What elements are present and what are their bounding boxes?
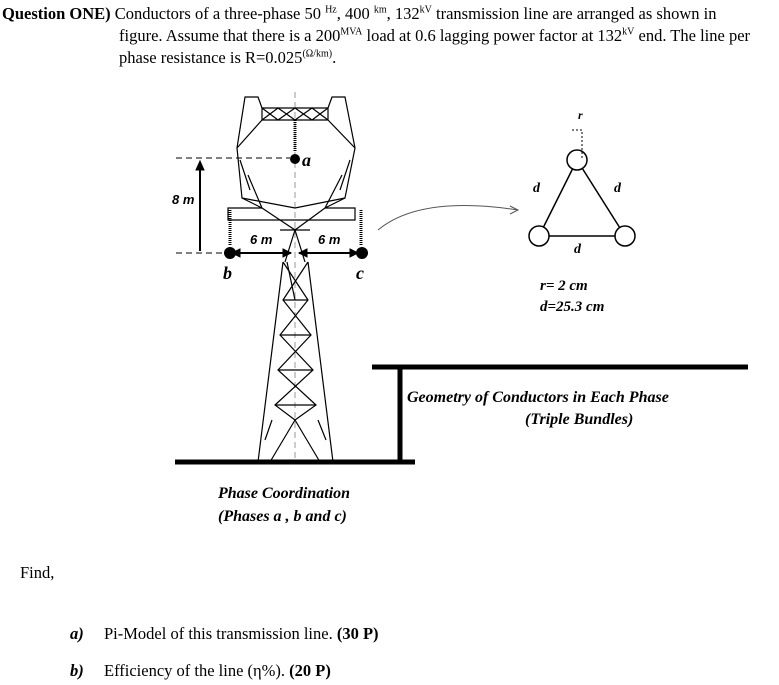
task-a: a) Pi-Model of this transmission line. (30 P) <box>70 624 379 643</box>
radius-value: r= 2 cm <box>540 278 588 294</box>
d-bottom-label: d <box>574 242 581 257</box>
question-line-2: figure. Assume that there is a $200^{MVA}$ load at 0.6 lagging power factor at $132^{kV}$ end. The line per <box>119 26 751 45</box>
bundle-caption-2: (Triple Bundles) <box>525 411 634 428</box>
find-label: Find, <box>20 563 55 582</box>
conductor-a <box>290 154 300 164</box>
arrow-icon <box>378 206 518 231</box>
question-line-1: Question ONE) Conductors of a three-phase 50 $^{Hz}$, 400 $^{km}$, $132^{kV}$ transmission line are arranged as shown in <box>2 4 717 23</box>
phase-b-label: b <box>223 263 232 283</box>
task-b: b) Efficiency of the line (η%). (20 P) <box>70 661 331 680</box>
conductor-b <box>224 247 236 259</box>
bundle-caption-1: Geometry of Conductors in Each Phase <box>407 389 669 406</box>
phase-a-label: a <box>302 150 311 170</box>
tower-caption-1: Phase Coordination <box>218 485 351 502</box>
left-spacing-label: 6 m <box>250 232 273 247</box>
conductor-c <box>356 247 368 259</box>
tower-caption-2: (Phases a , b and c) <box>218 508 347 525</box>
phase-c-label: c <box>356 263 364 283</box>
question-line-3: phase resistance is $R=0.025^{(\Omega/km)}$. <box>119 48 337 67</box>
tower-icon <box>228 92 361 462</box>
height-label: 8 m <box>172 192 195 207</box>
right-spacing-label: 6 m <box>318 232 341 247</box>
r-label: r <box>578 108 583 122</box>
d-left-label: d <box>533 181 540 196</box>
d-right-label: d <box>614 181 621 196</box>
spacing-value: d=25.3 cm <box>540 299 605 315</box>
